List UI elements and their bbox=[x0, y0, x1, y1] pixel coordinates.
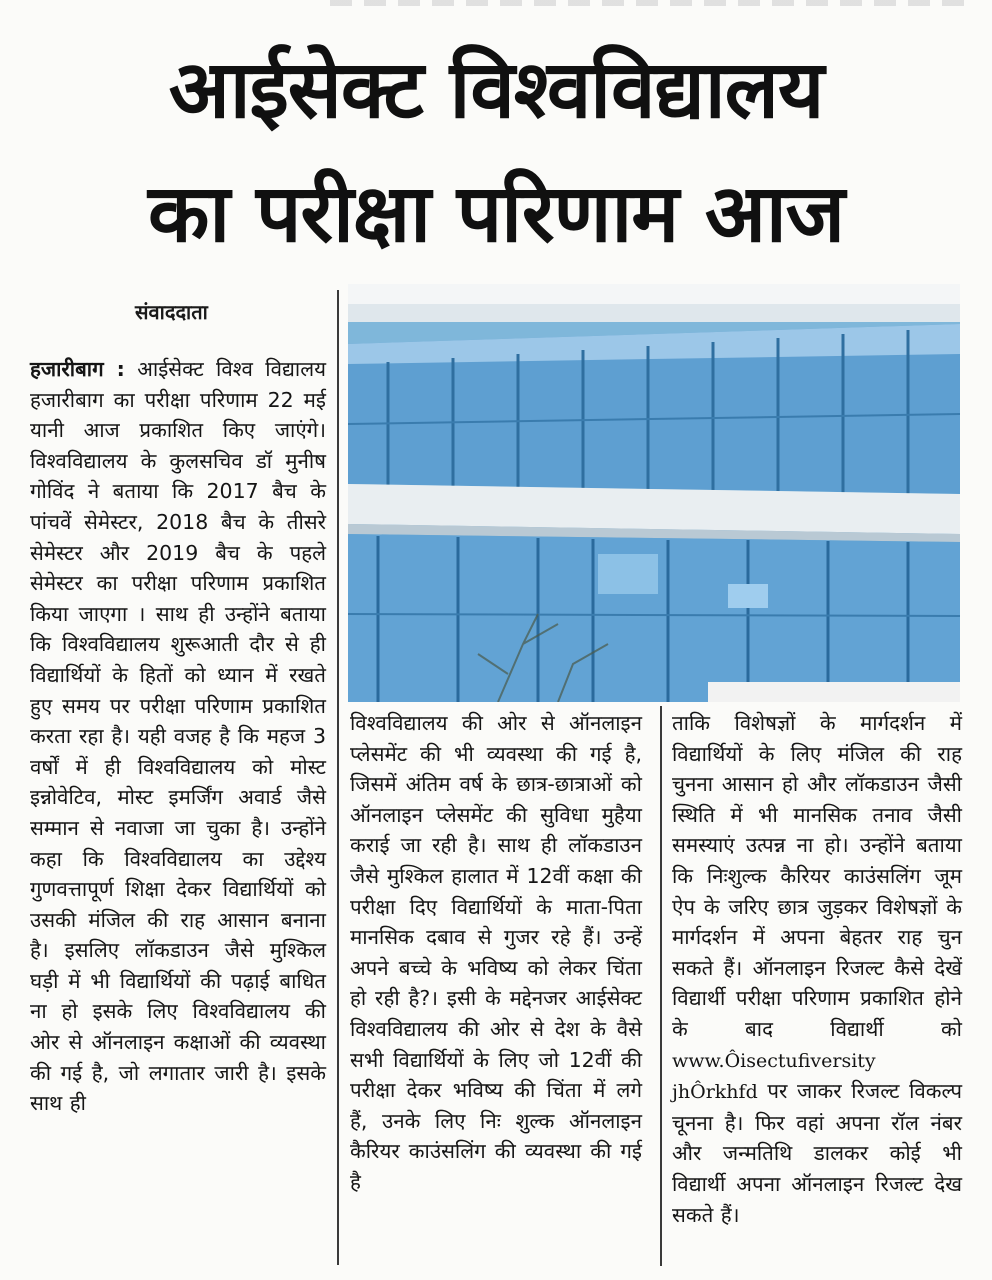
article-column-1 bbox=[30, 354, 326, 1119]
column-3-text-part-2: पर जाकर रिजल्ट विकल्प चूनना है। फिर वहां अपना रॉल नंबर और जन्मतिथि डालकर कोई भी विद्यार्थी अपना ऑनलाइन रिजल्ट देख सकते हैं। bbox=[672, 1079, 962, 1227]
column-divider-2 bbox=[660, 706, 662, 1266]
headline-line-2: का परीक्षा परिणाम आज bbox=[147, 167, 845, 260]
building-photo bbox=[348, 284, 960, 702]
dateline: हजारीबाग : bbox=[30, 357, 125, 381]
article-column-2 bbox=[350, 708, 642, 1198]
column-3-text-part-1: ताकि विशेषज्ञों के मार्गदर्शन में विद्यार्थियों के लिए मंजिल की राह चुनना आसान हो और लॉकडाउन जैसी स्थिति में भी मानसिक तनाव जैसी समस्याएं उत्पन्न ना हो। उन्होंने बताया कि निःशुल्क कैरियर काउंसलिंग जूम ऐप के जरिए छात्र जुड़कर विशेषज्ञों के मार्गदर्शन में अपना बेहतर राह चुन सकते हैं। ऑनलाइन रिजल्ट कैसे देखें विद्यार्थी परीक्षा परिणाम प्रकाशित होने के बाद विद्यार्थी को bbox=[672, 711, 962, 1041]
column-1-text: आईसेक्ट विश्व विद्यालय हजारीबाग का परीक्षा परिणाम 22 मई यानी आज प्रकाशित किए जाएंगे। विश्वविद्यालय के कुलसचिव डॉ मुनीष गोविंद ने बताया कि 2017 बैच के पांचवें सेमेस्टर, 2018 बैच के तीसरे सेमेस्टर और 2019 बैच के पहले सेमेस्टर का परीक्षा परिणाम प्रकाशित किया जाएगा । साथ ही उन्होंने बताया कि विश्वविद्यालय शुरूआती दौर से ही विद्यार्थियों के हितों को ध्यान में रखते हुए समय पर परीक्षा परिणाम प्रकाशित करता रहा है। यही वजह है कि महज 3 वर्षों में ही विश्वविद्यालय को मोस्ट इन्नोवेटिव, मोस्ट इमर्जिंग अवार्ड जैसे सम्मान से नवाजा जा चुका है। उन्होंने कहा कि विश्वविद्यालय का उद्देश्य गुणवत्तापूर्ण शिक्षा देकर विद्यार्थियों को उसकी मंजिल की राह आसान बनाना है। इसलिए लॉकडाउन जैसे मुश्किल घड़ी में भी विद्यार्थियों की पढ़ाई बाधित ना हो इसके लिए विश्वविद्यालय की ओर से ऑनलाइन कक्षाओं की व्यवस्था की गई है, जो लगातार जारी है। इसके साथ ही bbox=[30, 357, 326, 1116]
cropped-previous-article-strip bbox=[330, 0, 970, 6]
result-website-url: www.Ôisectufiversity jhÔrkhfd bbox=[672, 1049, 876, 1104]
column-2-text: विश्वविद्यालय की ओर से ऑनलाइन प्लेसमेंट की भी व्यवस्था की गई है, जिसमें अंतिम वर्ष के छात्र-छात्राओं को ऑनलाइन प्लेसमेंट की सुविधा मुहैया कराई जा रही है। साथ ही लॉकडाउन जैसे मुश्किल हालात में 12वीं कक्षा की परीक्षा दिए विद्यार्थियों के माता-पिता मानसिक दबाव से गुजर रहे हैं। उन्हें अपने बच्चे के भविष्य को लेकर चिंता हो रही है?। इसी के मद्देनजर आईसेक्ट विश्वविद्यालय की ओर से देश के वैसे सभी विद्यार्थियों के लिए जो 12वीं की परीक्षा देकर भविष्य की चिंता में लगे हैं, उनके लिए निः शुल्क ऑनलाइन कैरियर काउंसलिंग की व्यवस्था की गई है bbox=[350, 711, 642, 1194]
building-photo-icon bbox=[348, 284, 960, 702]
column-divider-1 bbox=[337, 290, 339, 1265]
byline: संवाददाता bbox=[135, 300, 208, 324]
article-column-3 bbox=[672, 708, 962, 1230]
headline bbox=[0, 28, 992, 276]
headline-line-1: आईसेक्ट विश्वविद्यालय bbox=[168, 43, 824, 136]
